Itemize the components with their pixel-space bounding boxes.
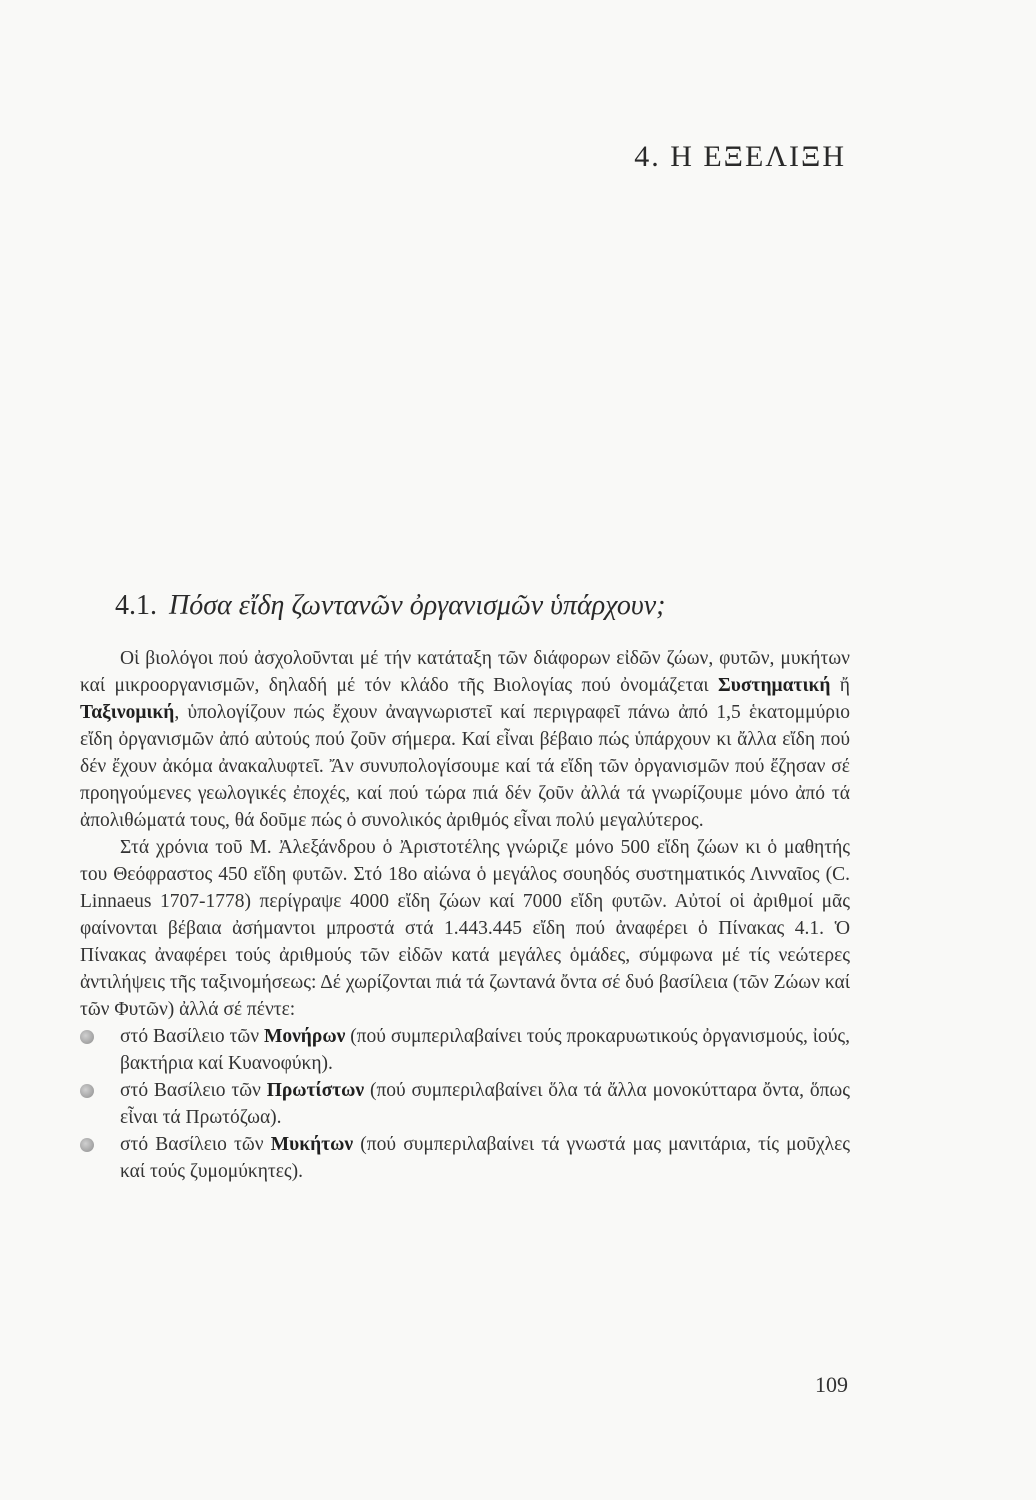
list-item-text: στό Βασίλειο τῶν — [120, 1080, 267, 1101]
term-systematics: Συστηματική — [718, 675, 831, 696]
list-item-text: (πού συμπεριλαβαίνει ὅλα τά ἄλλα μονοκύτταρα ὄντα, ὅπως εἶναι τά Πρωτόζωα). — [120, 1080, 850, 1128]
list-item-text: (πού συμπεριλαβαίνει τούς προκαρυωτικούς ὀργανισμούς, ἰούς, βακτήρια καί Κυανοφύκη). — [120, 1026, 850, 1074]
kingdom-name: Μονήρων — [263, 1026, 346, 1047]
chapter-title: 4. Η ΕΞΕΛΙΞΗ — [634, 140, 846, 173]
term-taxonomy: Ταξινομική — [80, 702, 175, 723]
paragraph-text: ἤ — [830, 675, 850, 696]
bullet-icon — [80, 1138, 94, 1152]
page-number: 109 — [815, 1372, 848, 1397]
kingdom-list — [80, 1023, 850, 1185]
kingdom-name: Μυκήτων — [270, 1134, 354, 1155]
kingdom-name: Πρωτίστων — [266, 1080, 365, 1101]
paragraph-text: , ὑπολογίζουν πώς ἔχουν ἀναγνωριστεῖ καί περιγραφεῖ πάνω ἀπό 1,5 ἑκατομμύριο εἴδη ὀργανισμῶν ἀπό αὐτούς πού ζοῦν σήμερα. Καί εἶναι βέβαιο πώς ὑπάρχουν κι ἄλλα εἴδη πού δέν ἔχουν ἀκόμα ἀνακαλυφτεῖ. Ἄν συνυπολογίσουμε καί τά εἴδη τῶν ὀργανισμῶν πού ἔζησαν σέ προηγούμενες γεωλογικές ἐποχές, καί πού τώρα πιά δέν ζοῦν ἀλλά τά γνωρίζουμε μόνο ἀπό τά ἀπολιθώματά τους, θά δοῦμε πώς ὁ συνολικός ἀριθμός εἶναι πολύ μεγαλύτερος. — [80, 702, 850, 831]
paragraph — [80, 645, 850, 834]
bullet-icon — [80, 1084, 94, 1098]
section-heading — [115, 590, 855, 622]
list-item-text: στό Βασίλειο τῶν — [120, 1026, 264, 1047]
paragraph: Στά χρόνια τοῦ Μ. Ἀλεξάνδρου ὁ Ἀριστοτέλης γνώριζε μόνο 500 εἴδη ζώων κι ὁ μαθητής του Θεόφραστος 450 εἴδη φυτῶν. Στό 18ο αἰώνα ὁ μεγάλος σουηδός συστηματικός Λινναῖος (C. Linnaeus 1707-1778) περίγραψε 4000 εἴδη ζώων καί 7000 εἴδη φυτῶν. Αὐτοί οἱ ἀριθμοί μᾶς φαίνονται βέβαια ἀσήμαντοι μπροστά στά 1.443.445 εἴδη πού ἀναφέρει ὁ Πίνακας 4.1. Ὁ Πίνακας ἀναφέρει τούς ἀριθμούς τῶν εἰδῶν κατά μεγάλες ὁμάδες, σύμφωνα μέ τίς νεώτερες ἀντιλήψεις τῆς ταξινομήσεως: Δέ χωρίζονται πιά τά ζωντανά ὄντα σέ δυό βασίλεια (τῶν Ζώων καί τῶν Φυτῶν) ἀλλά σέ πέντε: — [80, 837, 850, 1020]
list-item-text: στό Βασίλειο τῶν — [120, 1134, 271, 1155]
list-item-text: (πού συμπεριλαβαίνει τά γνωστά μας μανιτάρια, τίς μοῦχλες καί τούς ζυμομύκητες). — [120, 1134, 850, 1182]
list-item — [80, 1077, 850, 1131]
list-item — [80, 1131, 850, 1185]
paragraph-text: Οἱ βιολόγοι πού ἀσχολοῦνται μέ τήν κατάταξη τῶν διάφορων εἰδῶν ζώων, φυτῶν, μυκήτων καί μικροοργανισμῶν, δηλαδή μέ τόν κλάδο τῆς Βιολογίας πού ὀνομάζεται — [80, 648, 850, 696]
section-number: 4.1. — [115, 590, 157, 621]
bullet-icon — [80, 1030, 94, 1044]
body-text — [80, 645, 850, 1185]
section-title: Πόσα εἴδη ζωντανῶν ὀργανισμῶν ὑπάρχουν; — [169, 590, 666, 621]
list-item — [80, 1023, 850, 1077]
